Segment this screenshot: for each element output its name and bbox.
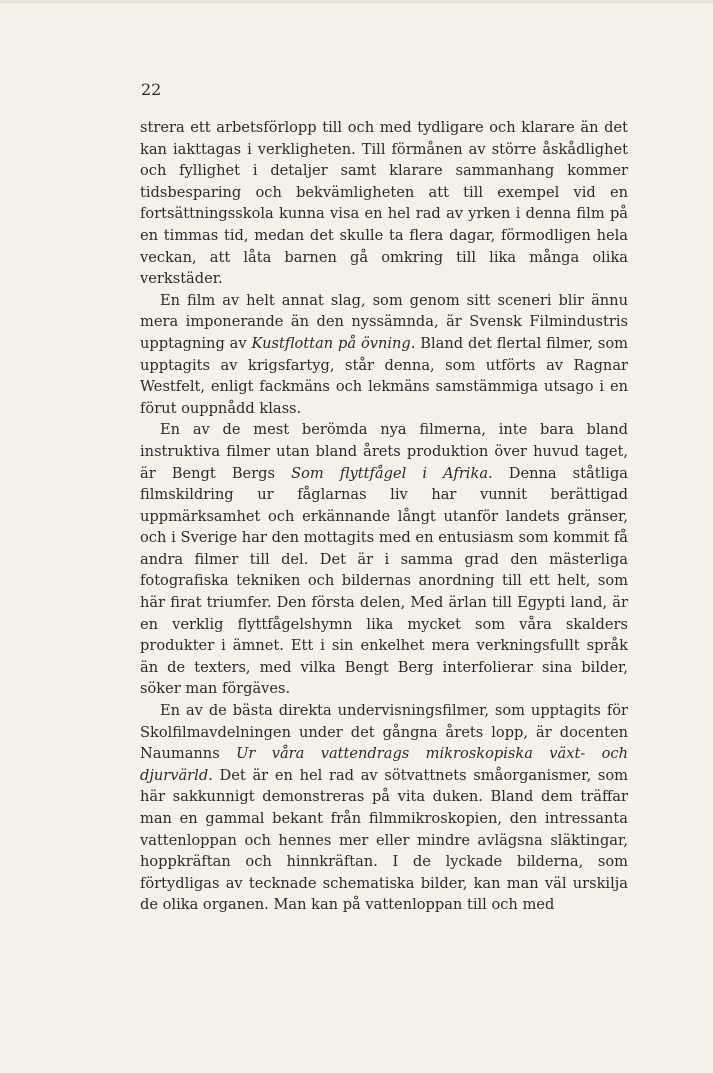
- film-title: Som flyttfågel i Afrika.: [291, 464, 493, 482]
- paragraph-text: En av de bästa direkta undervisningsfilmer, som upptagits för Skolfilmavdelningen under det gångna årets lopp, är docenten Naumanns: [140, 702, 628, 763]
- paragraph-3: [140, 419, 628, 700]
- film-title: Kustflottan på övning.: [251, 334, 416, 352]
- page-top-edge: [0, 0, 713, 3]
- paragraph-1: [140, 117, 628, 290]
- paragraph-text: En av de mest berömda nya filmerna, inte bara bland instruktiva filmer utan bland årets produktion över huvud taget, är Bengt Bergs: [140, 421, 628, 482]
- paragraph-text: Det är en hel rad av sötvattnets småorganismer, som här sakkunnigt demonstreras på vita duken. Bland dem träffar man en gammal bekant från filmmikroskopien, den intressanta vattenloppan och hennes mer eller mindre avlägsna släktingar, hoppkräftan och hinnkräftan. I de lyckade bilderna, som förtydligas av tecknade schematiska bilder, kan man väl urskilja de olika organen. Man kan på vattenloppan till och med: [140, 766, 628, 914]
- paragraph-2: [140, 290, 628, 420]
- paragraph-text: strera ett arbetsförlopp till och med tydligare och klarare än det kan iakttagas i verkligheten. Till förmånen av större åskådlighet och fyllighet i detaljer samt klarare sammanhang kommer tidsbesparing och bekvämligheten att till exempel vid en fortsättningsskola kunna visa en hel rad av yrken i denna film på en timmas tid, medan det skulle ta flera dagar, förmodligen hela veckan, att låta barnen gå omkring till lika många olika verkstäder.: [140, 119, 628, 288]
- paragraph-text: En film av helt annat slag, som genom sitt sceneri blir ännu mera imponerande än den nyssämnda, är Svensk Filmindustris upptagning av: [140, 291, 628, 352]
- paragraph-4: [140, 700, 628, 916]
- paragraph-text: Denna ståtliga filmskildring ur fåglarnas liv har vunnit berättigad uppmärksamhet och erkännande långt utanför landets gränser, och i Sverige har den mottagits med en entusiasm som kommit få andra filmer till del. Det är i samma grad den mästerliga fotografiska tekniken och bildernas anordning till ett helt, som här firat triumfer. Den första delen, Med ärlan till Egypti land, är en verklig flyttfågelshymn lika mycket som våra skalders produkter i ämnet. Ett i sin enkelhet mera verkningsfullt språk än de texters, med vilka Bengt Berg interfolierar sina bilder, söker man förgäves.: [140, 464, 628, 698]
- film-title: Ur våra vattendrags mikroskopiska växt- och djurvärld.: [140, 745, 628, 784]
- page-number: 22: [141, 80, 162, 99]
- paragraph-text: Bland det flertal filmer, som upptagits av krigsfartyg, står denna, som utförts av Ragnar Westfelt, enligt fackmäns och lekmäns samstämmiga utsago i en förut ouppnådd klass.: [140, 334, 629, 417]
- body-text: [140, 117, 628, 916]
